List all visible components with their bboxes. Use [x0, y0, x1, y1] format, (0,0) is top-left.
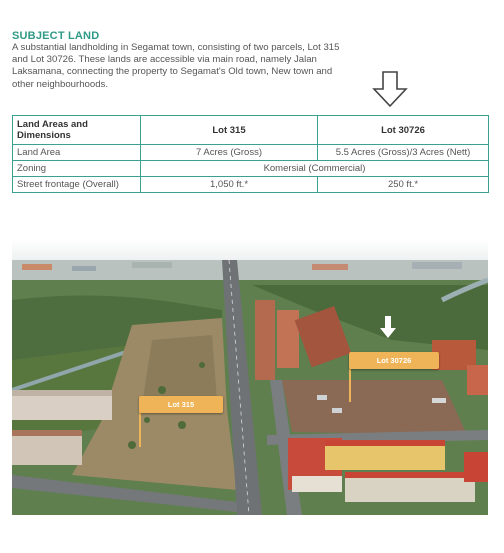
- subject-land-description: A substantial landholding in Segamat town, consisting of two parcels, Lot 315 and Lot 30726. These lands are accessible via main road, namely Jalan Laksamana, connecting the property to Segamat's Old town, New town and other neighbourhoods.: [12, 42, 340, 90]
- lot-315-pole: [139, 411, 141, 447]
- table-header-row: [13, 116, 489, 145]
- arrow-down-outline-icon: [372, 70, 408, 108]
- cell-frontage-lot-30726: 250 ft.*: [318, 177, 489, 193]
- header-lot-315: Lot 315: [141, 116, 318, 145]
- row-label-land-area: Land Area: [13, 145, 141, 161]
- table-row: [13, 161, 489, 177]
- header-lot-30726: Lot 30726: [318, 116, 489, 145]
- lot-30726-pole: [349, 368, 351, 402]
- cell-frontage-lot-315: 1,050 ft.*: [141, 177, 318, 193]
- row-label-zoning: Zoning: [13, 161, 141, 177]
- cell-land-area-lot-30726: 5.5 Acres (Gross)/3 Acres (Nett): [318, 145, 489, 161]
- cell-zoning: Komersial (Commercial): [141, 161, 489, 177]
- header-land-areas: Land Areas and Dimensions: [13, 116, 141, 145]
- row-label-street-frontage: Street frontage (Overall): [13, 177, 141, 193]
- land-areas-table: [12, 115, 489, 193]
- subject-land-heading: SUBJECT LAND: [12, 30, 100, 42]
- lot-315-label: Lot 315: [139, 396, 223, 413]
- lot-30726-label: Lot 30726: [349, 352, 439, 369]
- aerial-photo-illustration: [12, 240, 488, 515]
- cell-land-area-lot-315: 7 Acres (Gross): [141, 145, 318, 161]
- aerial-photo: [12, 240, 488, 515]
- table-row: [13, 145, 489, 161]
- table-row: [13, 177, 489, 193]
